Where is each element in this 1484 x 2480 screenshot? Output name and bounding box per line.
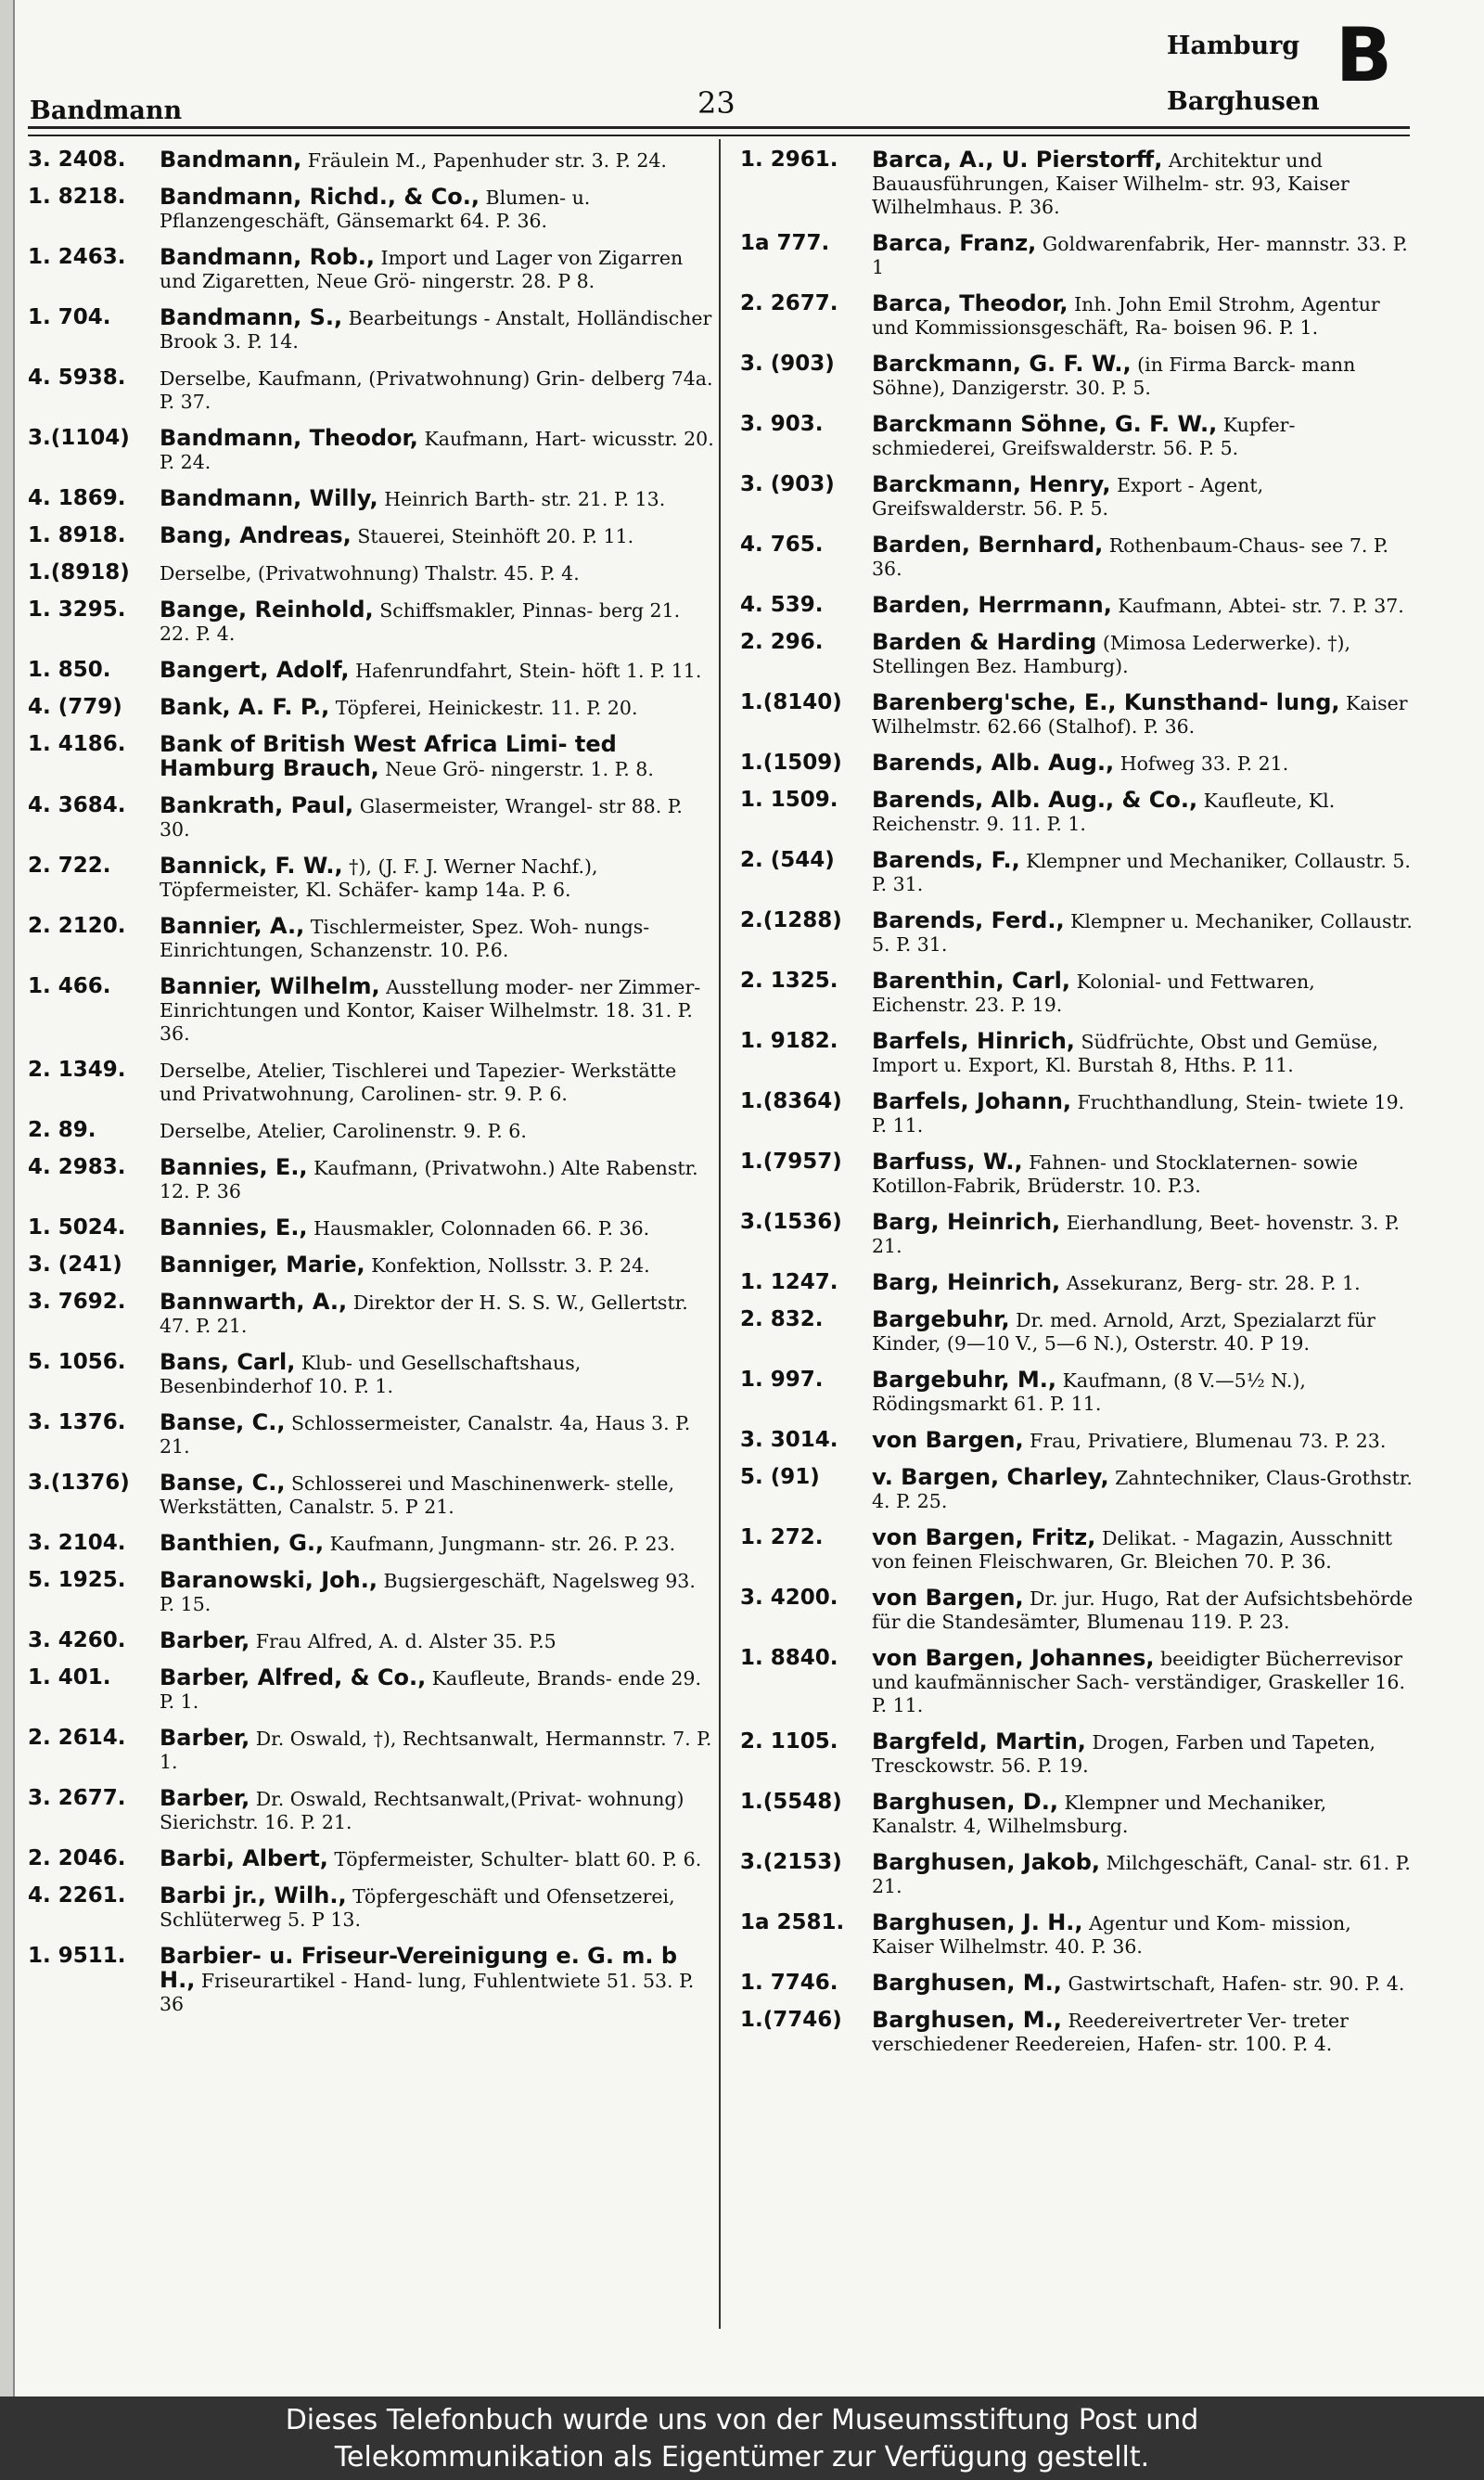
- entry-details: Heinrich Barth- str. 21. P. 13.: [384, 488, 666, 510]
- entry-name: Barca, A., U. Pierstorff,: [872, 147, 1163, 173]
- directory-entry: [740, 1587, 1417, 1634]
- entry-details: Schlossermeister, Canalstr. 4a, Haus 3. P. 21.: [160, 1412, 691, 1458]
- entry-name: Barends, Alb. Aug., & Co.,: [872, 787, 1198, 813]
- phone-number: 3. 4260.: [28, 1628, 126, 1652]
- entry-name: Bankrath, Paul,: [160, 792, 354, 818]
- entry-name: Barbi jr., Wilh.,: [160, 1882, 347, 1908]
- phone-number: 1. 997.: [740, 1368, 824, 1392]
- directory-entry: [28, 659, 714, 683]
- entry-name: Barg, Heinrich,: [872, 1269, 1061, 1295]
- entry-details: Konfektion, Nollsstr. 3. P. 24.: [371, 1254, 650, 1277]
- entry-details: Architektur und Bauausführungen, Kaiser Wilhelm- str. 93, Kaiser Wilhelmhaus. P. 36.: [872, 149, 1350, 218]
- directory-entry: [28, 487, 714, 511]
- directory-entry: [28, 186, 714, 233]
- entry-name: Bannier, Wilhelm,: [160, 973, 380, 999]
- phone-number: 1.(8140): [740, 690, 842, 714]
- directory-entry: [740, 1368, 1417, 1416]
- entry-details: Delikat. - Magazin, Ausschnitt von feinen Fleischwaren, Gr. Bleichen 70. P. 36.: [872, 1527, 1393, 1573]
- directory-entry: [28, 855, 714, 902]
- entry-details: Derselbe, Atelier, Tischlerei und Tapezier- Werkstätte und Privatwohnung, Carolinen- str. 9. P. 6.: [160, 1060, 677, 1105]
- entry-name: Barbier- u. Friseur-Vereinigung e. G. m. b H.,: [160, 1943, 677, 1993]
- directory-entry: [28, 1532, 714, 1556]
- directory-entry: [740, 2009, 1417, 2056]
- phone-number: 1. 9182.: [740, 1029, 838, 1053]
- entry-details: Töpferei, Heinickestr. 11. P. 20.: [335, 697, 638, 719]
- header-rule-thin: [28, 135, 1410, 136]
- phone-number: 1.(5548): [740, 1790, 842, 1814]
- entry-name: Bandmann, Theodor,: [160, 425, 418, 451]
- entry-name: Banse, C.,: [160, 1470, 286, 1496]
- entry-details: Kaufmann, Hart- wicusstr. 20. P. 24.: [160, 428, 714, 473]
- header-left-keyword: Bandmann: [30, 96, 183, 125]
- entry-details: Derselbe, Atelier, Carolinenstr. 9. P. 6.: [160, 1120, 527, 1142]
- column-divider: [719, 139, 721, 2329]
- entry-name: Bargebuhr, M.,: [872, 1367, 1057, 1393]
- entry-details: Südfrüchte, Obst und Gemüse, Import u. Export, Kl. Burstah 8, Hths. P. 11.: [872, 1031, 1379, 1076]
- phone-number: 2. 832.: [740, 1307, 824, 1331]
- directory-entry: [740, 1211, 1417, 1258]
- phone-number: 4. 5938.: [28, 366, 126, 390]
- phone-number: 5. 1056.: [28, 1350, 126, 1374]
- entry-name: Barghusen, Jakob,: [872, 1849, 1101, 1875]
- entry-name: Barends, Ferd.,: [872, 907, 1065, 933]
- phone-number: 2. 1349.: [28, 1058, 126, 1082]
- entry-details: Fruchthandlung, Stein- twiete 19. P. 11.: [872, 1091, 1405, 1137]
- phone-number: 1. 8840.: [740, 1646, 838, 1670]
- directory-entry: [28, 1253, 714, 1278]
- entry-name: Bandmann,: [160, 147, 302, 173]
- directory-entry: [28, 148, 714, 173]
- entry-name: Barends, Alb. Aug.,: [872, 750, 1115, 776]
- entry-name: Bang, Andreas,: [160, 522, 352, 548]
- directory-entry: [28, 1471, 714, 1519]
- entry-name: Barg, Heinrich,: [872, 1209, 1061, 1235]
- directory-entry: [28, 1291, 714, 1338]
- entry-details: Glasermeister, Wrangel- str 88. P. 30.: [160, 795, 683, 841]
- directory-entry: [28, 975, 714, 1046]
- entry-details: Dr. jur. Hugo, Rat der Aufsichtsbehörde für die Standesämter, Blumenau 119. P. 23.: [872, 1587, 1414, 1633]
- directory-entry: [28, 1884, 714, 1932]
- phone-number: 2. (544): [740, 848, 835, 872]
- entry-details: †), (J. F. J. Werner Nachf.), Töpfermeister, Kl. Schäfer- kamp 14a. P. 6.: [160, 855, 598, 901]
- entry-name: Barends, F.,: [872, 847, 1020, 873]
- entry-name: Barfuss, W.,: [872, 1149, 1023, 1175]
- entry-details: (Mimosa Lederwerke). †), Stellingen Bez. Hamburg).: [872, 632, 1351, 677]
- entry-details: Derselbe, Kaufmann, (Privatwohnung) Grin- delberg 74a. P. 37.: [160, 367, 713, 413]
- entry-name: Bannier, A.,: [160, 913, 305, 939]
- directory-entry: [740, 909, 1417, 957]
- entry-details: Töpfermeister, Schulter- blatt 60. P. 6.: [334, 1848, 702, 1870]
- entry-details: Derselbe, (Privatwohnung) Thalstr. 45. P. 4.: [160, 562, 580, 585]
- directory-entry: [28, 561, 714, 585]
- phone-number: 1a 2581.: [740, 1910, 845, 1934]
- entry-name: Barber,: [160, 1725, 250, 1751]
- phone-number: 3. 4200.: [740, 1586, 838, 1610]
- directory-entry: [28, 598, 714, 646]
- entry-name: Barden, Bernhard,: [872, 532, 1104, 558]
- phone-number: 2. 2046.: [28, 1846, 126, 1870]
- phone-number: 1. 3295.: [28, 598, 126, 622]
- phone-number: 5. 1925.: [28, 1568, 126, 1592]
- entry-details: Klub- und Gesellschaftshaus, Besenbinderhof 10. P. 1.: [160, 1352, 582, 1397]
- entry-details: Tischlermeister, Spez. Woh- nungs-Einrichtungen, Schanzenstr. 10. P.6.: [160, 916, 650, 961]
- phone-number: 3. 903.: [740, 412, 824, 436]
- entry-name: Barber,: [160, 1627, 250, 1653]
- directory-entry: [28, 1216, 714, 1240]
- phone-number: 1.(7957): [740, 1150, 842, 1174]
- entry-details: Gastwirtschaft, Hafen- str. 90. P. 4.: [1068, 1972, 1405, 1995]
- entry-name: Barfels, Johann,: [872, 1088, 1072, 1114]
- phone-number: 1.(1509): [740, 751, 842, 775]
- entry-details: beeidigter Bücherrevisor und kaufmännischer Sach- verständiger, Graskeller 16. P. 11.: [872, 1648, 1405, 1716]
- directory-entry: [740, 1526, 1417, 1574]
- entry-details: Kaiser Wilhelmstr. 62.66 (Stalhof). P. 36.: [872, 692, 1408, 738]
- phone-number: 4. 539.: [740, 593, 824, 617]
- entry-name: Barenthin, Carl,: [872, 968, 1071, 994]
- entry-details: Reedereivertreter Ver- treter verschiedener Reedereien, Hafen- str. 100. P. 4.: [872, 2010, 1349, 2055]
- entry-details: Kaufleute, Brands- ende 29. P. 1.: [160, 1667, 701, 1713]
- directory-entry: [28, 1411, 714, 1458]
- phone-number: 1a 777.: [740, 231, 830, 255]
- entry-name: von Bargen,: [872, 1427, 1024, 1453]
- directory-entry: [740, 849, 1417, 896]
- directory-entry: [740, 232, 1417, 279]
- phone-number: 1. 704.: [28, 305, 111, 329]
- footer-line-1: Dieses Telefonbuch wurde uns von der Museumsstiftung Post und: [285, 2404, 1199, 2436]
- entry-details: Agentur und Kom- mission, Kaiser Wilhelmstr. 40. P. 36.: [872, 1912, 1351, 1958]
- phone-number: 1. 272.: [740, 1525, 824, 1549]
- directory-entry: [28, 1569, 714, 1616]
- entry-name: Banse, C.,: [160, 1409, 286, 1435]
- entry-details: Bearbeitungs - Anstalt, Holländischer Brook 3. P. 14.: [160, 307, 712, 353]
- entry-name: Barden & Harding: [872, 629, 1097, 655]
- entry-details: Frau Alfred, A. d. Alster 35. P.5: [255, 1630, 556, 1652]
- entry-name: Bandmann, Willy,: [160, 485, 378, 511]
- entry-details: Kupfer- schmiederei, Greifswalderstr. 56. P. 5.: [872, 414, 1296, 459]
- entry-name: Bargebuhr,: [872, 1306, 1010, 1332]
- entry-name: Barca, Theodor,: [872, 290, 1068, 316]
- directory-entry: [28, 1945, 714, 2016]
- entry-details: Dr. Oswald, Rechtsanwalt,(Privat- wohnung) Sierichstr. 16. P. 21.: [160, 1788, 684, 1833]
- entry-name: Barghusen, J. H.,: [872, 1909, 1083, 1935]
- entry-details: Kaufmann, Abtei- str. 7. P. 37.: [1118, 595, 1404, 617]
- entry-details: Ausstellung moder- ner Zimmer-Einrichtungen und Kontor, Kaiser Wilhelmstr. 18. 31. P. 36.: [160, 976, 701, 1045]
- entry-details: Bugsiergeschäft, Nagelsweg 93. P. 15.: [160, 1570, 696, 1615]
- entry-name: Bank, A. F. P.,: [160, 694, 330, 720]
- entry-details: Schiffsmakler, Pinnas- berg 21. 22. P. 4.: [160, 599, 681, 645]
- phone-number: 4. (779): [28, 695, 122, 719]
- entry-details: Friseurartikel - Hand- lung, Fuhlentwiete 51. 53. P. 36: [160, 1970, 695, 2015]
- entry-name: Bandmann, Richd., & Co.,: [160, 184, 480, 210]
- phone-number: 1. 850.: [28, 658, 111, 682]
- entry-name: Baranowski, Joh.,: [160, 1567, 377, 1593]
- entry-name: Bargfeld, Martin,: [872, 1728, 1086, 1754]
- phone-number: 3. 3014.: [740, 1428, 838, 1452]
- phone-number: 4. 1869.: [28, 486, 126, 510]
- directory-entry: [28, 794, 714, 842]
- entry-details: Fahnen- und Stocklaternen- sowie Kotillon-Fabrik, Brüderstr. 10. P.3.: [872, 1151, 1359, 1197]
- entry-details: Inh. John Emil Strohm, Agentur und Kommissionsgeschäft, Ra- boisen 96. P. 1.: [872, 293, 1380, 339]
- entry-details: Kaufleute, Kl. Reichenstr. 9. 11. P. 1.: [872, 790, 1336, 835]
- phone-number: 1.(8364): [740, 1089, 842, 1113]
- entry-name: Bans, Carl,: [160, 1349, 296, 1375]
- directory-entry: [740, 1791, 1417, 1838]
- phone-number: 2. 2120.: [28, 914, 126, 938]
- directory-entry: [740, 1647, 1417, 1717]
- directory-entry: [740, 789, 1417, 836]
- directory-entry: [740, 292, 1417, 340]
- directory-entry: [740, 148, 1417, 219]
- phone-number: 3.(2153): [740, 1850, 842, 1874]
- entry-name: Barfels, Hinrich,: [872, 1028, 1075, 1054]
- directory-entry: [740, 1271, 1417, 1295]
- entry-name: Barber,: [160, 1785, 250, 1811]
- directory-entry: [740, 1911, 1417, 1959]
- phone-number: 2.(1288): [740, 908, 842, 932]
- entry-details: Assekuranz, Berg- str. 28. P. 1.: [1066, 1272, 1361, 1294]
- phone-number: 3. 7692.: [28, 1290, 126, 1314]
- directory-entry: [28, 696, 714, 720]
- entry-name: v. Bargen, Charley,: [872, 1464, 1109, 1490]
- entry-details: Kaufmann, (Privatwohn.) Alte Rabenstr. 12. P. 36: [160, 1157, 698, 1202]
- entry-name: Bangert, Adolf,: [160, 657, 350, 683]
- entry-name: von Bargen,: [872, 1585, 1024, 1611]
- entry-details: Frau, Privatiere, Blumenau 73. P. 23.: [1030, 1430, 1387, 1452]
- header-rule: [28, 126, 1410, 129]
- entry-name: Banniger, Marie,: [160, 1252, 365, 1278]
- header-right-keyword: Barghusen: [1167, 87, 1320, 116]
- entry-name: Bandmann, S.,: [160, 304, 343, 330]
- entry-details: Eierhandlung, Beet- hovenstr. 3. P. 21.: [872, 1212, 1401, 1257]
- entry-details: Goldwarenfabrik, Her- mannstr. 33. P. 1: [872, 233, 1408, 278]
- page-edge: [0, 0, 15, 2396]
- entry-details: Milchgeschäft, Canal- str. 61. P. 21.: [872, 1852, 1411, 1897]
- entry-name: Barden, Herrmann,: [872, 592, 1112, 618]
- directory-entry: [28, 1351, 714, 1398]
- phone-number: 4. 765.: [740, 533, 824, 557]
- directory-entry: [740, 1090, 1417, 1137]
- entry-name: Barber, Alfred, & Co.,: [160, 1664, 427, 1690]
- footer-line-2: Telekommunikation als Eigentümer zur Verfügung gestellt.: [334, 2441, 1150, 2474]
- phone-number: 1. 8918.: [28, 523, 126, 547]
- phone-number: 1. 2463.: [28, 245, 126, 269]
- phone-number: 3. (903): [740, 352, 835, 376]
- phone-number: 2. 2614.: [28, 1726, 126, 1750]
- directory-entry: [740, 1730, 1417, 1778]
- directory-entry: [28, 1847, 714, 1871]
- phone-number: 3. 2408.: [28, 148, 126, 172]
- phone-number: 3. (903): [740, 472, 835, 496]
- entry-details: Kaufmann, (8 V.—5½ N.), Rödingsmarkt 61. P. 11.: [872, 1369, 1306, 1415]
- entry-details: Dr. med. Arnold, Arzt, Spezialarzt für Kinder, (9—10 V., 5—6 N.), Osterstr. 40. P 19.: [872, 1309, 1375, 1355]
- directory-entry: [28, 366, 714, 414]
- entry-name: von Bargen, Fritz,: [872, 1524, 1096, 1550]
- directory-entry: [740, 691, 1417, 739]
- entry-details: Zahntechniker, Claus-Grothstr. 4. P. 25.: [872, 1467, 1413, 1512]
- phone-number: 2. 1325.: [740, 969, 838, 993]
- phone-number: 1. 5024.: [28, 1215, 126, 1240]
- directory-entry: [740, 1429, 1417, 1453]
- entry-name: Barbi, Albert,: [160, 1845, 328, 1871]
- phone-number: 2. 2677.: [740, 291, 838, 315]
- entry-details: Klempner und Mechaniker, Kanalstr. 4, Wilhelmsburg.: [872, 1792, 1327, 1837]
- entry-name: Bannies, E.,: [160, 1214, 308, 1240]
- phone-number: 4. 2261.: [28, 1883, 126, 1908]
- entry-name: Bange, Reinhold,: [160, 597, 374, 623]
- directory-entry: [28, 1059, 714, 1106]
- directory-entry: [28, 733, 714, 781]
- header-city: Hamburg: [1167, 32, 1300, 60]
- phone-number: 1. 401.: [28, 1665, 111, 1690]
- phone-number: 1. 7746.: [740, 1971, 838, 1995]
- phone-number: 3. (241): [28, 1253, 122, 1277]
- entry-details: (in Firma Barck- mann Söhne), Danzigerstr. 30. P. 5.: [872, 353, 1356, 399]
- directory-entry: [740, 353, 1417, 400]
- directory-entry: [28, 1629, 714, 1653]
- phone-number: 2. 89.: [28, 1118, 96, 1142]
- entry-name: Barghusen, M.,: [872, 1970, 1062, 1996]
- entry-name: Bannies, E.,: [160, 1154, 308, 1180]
- phone-number: 3.(1536): [740, 1210, 842, 1234]
- phone-number: 4. 3684.: [28, 793, 126, 817]
- directory-entry: [28, 1156, 714, 1203]
- entry-details: Stauerei, Steinhöft 20. P. 11.: [357, 525, 634, 547]
- entry-details: Blumen- u. Pflanzengeschäft, Gänsemarkt 64. P. 36.: [160, 186, 591, 232]
- phone-number: 1. 2961.: [740, 148, 838, 172]
- entry-details: Hofweg 33. P. 21.: [1119, 752, 1289, 775]
- entry-name: Barghusen, D.,: [872, 1789, 1058, 1815]
- entry-details: Hafenrundfahrt, Stein- höft 1. P. 11.: [355, 660, 702, 682]
- entry-name: Bannwarth, A.,: [160, 1289, 348, 1315]
- entry-details: Kolonial- und Fettwaren, Eichenstr. 23. P. 19.: [872, 970, 1315, 1016]
- entry-name: Barca, Franz,: [872, 230, 1037, 256]
- directory-entry: [740, 533, 1417, 581]
- entry-name: Bannick, F. W.,: [160, 853, 343, 879]
- entry-details: Klempner und Mechaniker, Collaustr. 5. P. 31.: [872, 850, 1411, 895]
- entry-name: Bank of British West Africa Limi- ted Hamburg Brauch,: [160, 731, 617, 781]
- directory-entry: [740, 1851, 1417, 1898]
- entry-name: Barckmann, G. F. W.,: [872, 351, 1132, 377]
- phone-number: 1. 8218.: [28, 185, 126, 209]
- left-column: [28, 148, 714, 2029]
- page-number: 23: [697, 85, 736, 121]
- phone-number: 1. 1509.: [740, 788, 838, 812]
- directory-entry: [28, 1666, 714, 1714]
- entry-details: Import und Lager von Zigarren und Zigaretten, Neue Grö- ningerstr. 28. P 8.: [160, 247, 684, 292]
- phone-number: 2. 1105.: [740, 1729, 838, 1754]
- directory-entry: [740, 1150, 1417, 1198]
- entry-details: Neue Grö- ningerstr. 1. P. 8.: [385, 758, 654, 780]
- directory-entry: [740, 594, 1417, 618]
- directory-entry: [28, 1727, 714, 1774]
- directory-entry: [28, 524, 714, 548]
- right-column: [740, 148, 1417, 2069]
- directory-entry: [28, 1119, 714, 1143]
- phone-number: 1.(7746): [740, 2008, 842, 2032]
- entry-details: Export - Agent, Greifswalderstr. 56. P. 5.: [872, 474, 1264, 520]
- directory-entry: [740, 1466, 1417, 1513]
- directory-entry: [740, 1972, 1417, 1996]
- phone-number: 2. 296.: [740, 630, 824, 654]
- phone-number: 5. (91): [740, 1465, 820, 1489]
- entry-details: Kaufmann, Jungmann- str. 26. P. 23.: [329, 1533, 676, 1555]
- entry-name: Barckmann Söhne, G. F. W.,: [872, 411, 1218, 437]
- phone-number: 3. 2677.: [28, 1786, 126, 1810]
- entry-name: Barghusen, M.,: [872, 2007, 1062, 2033]
- entry-name: von Bargen, Johannes,: [872, 1645, 1155, 1671]
- directory-entry: [28, 427, 714, 474]
- phone-number: 4. 2983.: [28, 1155, 126, 1179]
- directory-entry: [28, 915, 714, 962]
- entry-name: Banthien, G.,: [160, 1530, 325, 1556]
- directory-entry: [740, 752, 1417, 776]
- entry-details: Rothenbaum-Chaus- see 7. P. 36.: [872, 534, 1389, 580]
- phone-number: 1. 4186.: [28, 732, 126, 756]
- phone-number: 3.(1376): [28, 1471, 130, 1495]
- entry-name: Bandmann, Rob.,: [160, 244, 375, 270]
- phone-number: 3. 2104.: [28, 1531, 126, 1555]
- phone-number: 1. 1247.: [740, 1270, 838, 1294]
- header-letter: B: [1336, 12, 1392, 98]
- phone-number: 3. 1376.: [28, 1410, 126, 1434]
- phone-number: 1.(8918): [28, 560, 130, 585]
- entry-name: Barenberg'sche, E., Kunsthand- lung,: [872, 689, 1340, 715]
- entry-details: Dr. Oswald, †), Rechtsanwalt, Hermannstr. 7. P. 1.: [160, 1728, 712, 1773]
- entry-details: Direktor der H. S. S. W., Gellertstr. 47. P. 21.: [160, 1291, 688, 1337]
- entry-details: Fräulein M., Papenhuder str. 3. P. 24.: [307, 149, 667, 172]
- entry-details: Hausmakler, Colonnaden 66. P. 36.: [313, 1217, 650, 1240]
- directory-entry: [740, 473, 1417, 520]
- directory-entry: [28, 246, 714, 293]
- phone-number: 1. 466.: [28, 974, 111, 998]
- phone-number: 3.(1104): [28, 426, 130, 450]
- directory-entry: [740, 1308, 1417, 1356]
- phone-number: 2. 722.: [28, 854, 111, 878]
- directory-entry: [28, 1787, 714, 1834]
- entry-details: Schlosserei und Maschinenwerk- stelle, Werkstätten, Canalstr. 5. P 21.: [160, 1472, 674, 1518]
- entry-name: Barckmann, Henry,: [872, 471, 1111, 497]
- directory-entry: [740, 970, 1417, 1017]
- directory-entry: [740, 1030, 1417, 1077]
- entry-details: Klempner u. Mechaniker, Collaustr. 5. P. 31.: [872, 910, 1413, 956]
- footer-notice: [0, 2396, 1484, 2480]
- entry-details: Töpfergeschäft und Ofensetzerei, Schlüterweg 5. P 13.: [160, 1885, 675, 1931]
- phone-number: 1. 9511.: [28, 1944, 126, 1968]
- directory-entry: [740, 413, 1417, 460]
- directory-entry: [28, 306, 714, 353]
- directory-entry: [740, 631, 1417, 678]
- entry-details: Drogen, Farben und Tapeten, Tresckowstr. 56. P. 19.: [872, 1731, 1376, 1777]
